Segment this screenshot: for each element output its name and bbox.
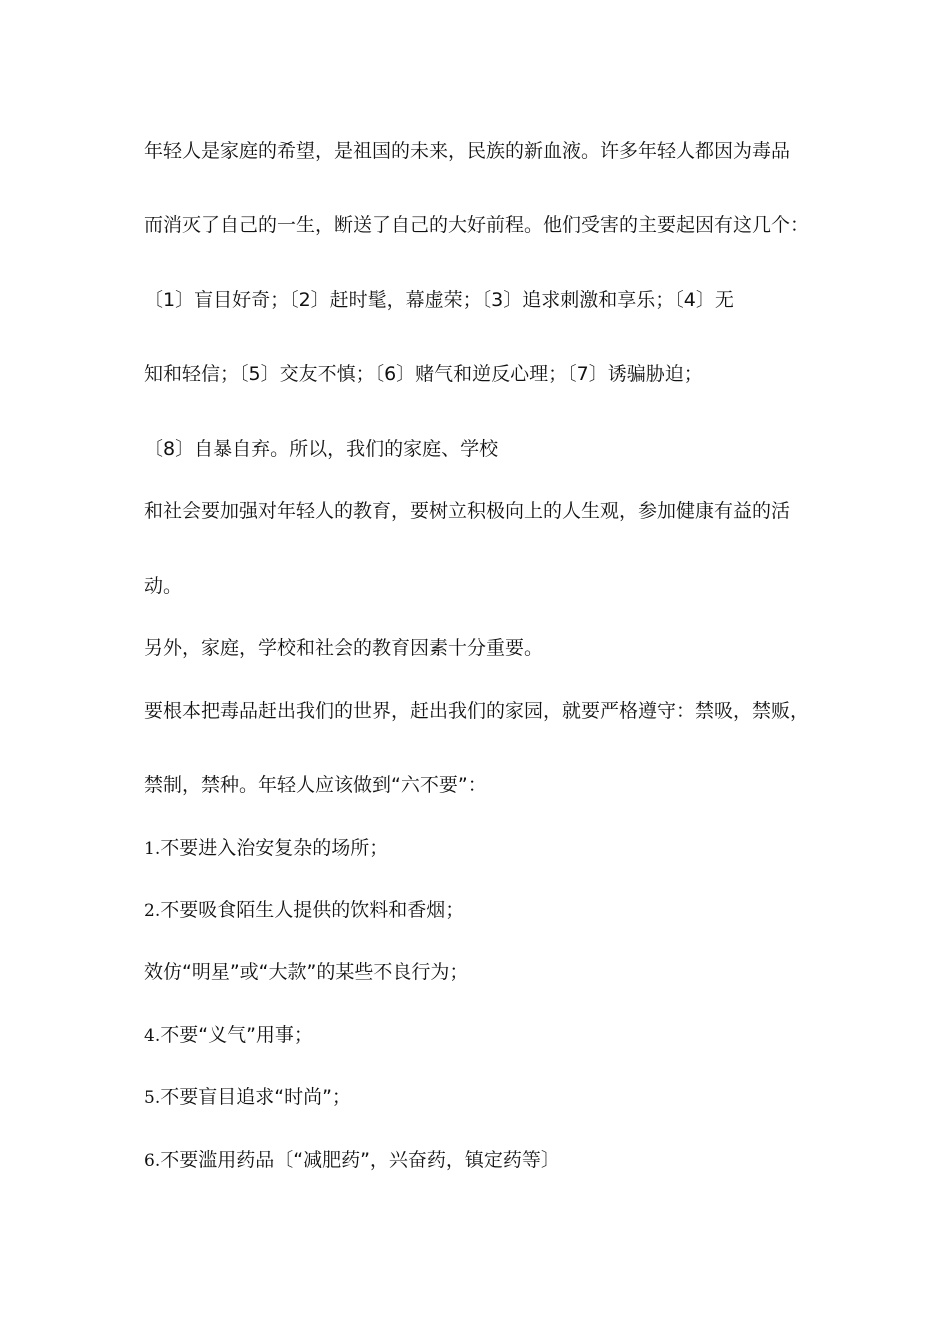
paragraph-line: 知和轻信；〔5〕交友不慎；〔6〕赌气和逆反心理；〔7〕诱骗胁迫； — [144, 363, 703, 385]
paragraph-line: 〔1〕盲目好奇；〔2〕赶时髦，幕虚荣；〔3〕追求刺激和享乐；〔4〕无 — [144, 289, 734, 311]
list-item-text: 不要“义气”用事； — [160, 1024, 313, 1046]
list-item — [144, 1147, 560, 1174]
paragraph-line: 和社会要加强对年轻人的教育，要树立积极向上的人生观，参加健康有益的活 — [144, 500, 791, 522]
list-item — [144, 897, 464, 924]
paragraph-line: 〔8〕自暴自弃。所以，我们的家庭、学校 — [144, 438, 499, 460]
list-item — [144, 959, 468, 986]
list-item-text: 不要进入治安复杂的场所； — [160, 837, 389, 859]
paragraph-line: 年轻人是家庭的希望，是祖国的未来，民族的新血液。许多年轻人都因为毒品 — [144, 140, 791, 162]
list-item — [144, 835, 388, 862]
list-item-number: 6. — [144, 1151, 161, 1171]
paragraph-line: 禁制，禁种。年轻人应该做到“六不要”： — [144, 774, 487, 796]
list-item — [144, 1022, 313, 1049]
paragraph-line: 另外，家庭，学校和社会的教育因素十分重要。 — [144, 637, 544, 659]
list-item-number: 2. — [144, 901, 161, 921]
list-item-number: 4. — [144, 1026, 161, 1046]
paragraph-line: 而消灭了自己的一生，断送了自己的大好前程。他们受害的主要起因有这几个： — [144, 214, 810, 236]
list-item-number: 1. — [144, 839, 161, 859]
list-item-number: 5. — [144, 1088, 161, 1108]
list-item-text: 不要吸食陌生人提供的饮料和香烟； — [160, 899, 465, 921]
paragraph-line: 要根本把毒品赶出我们的世界，赶出我们的家园，就要严格遵守：禁吸，禁贩， — [144, 700, 810, 722]
list-item-text: 不要盲目追求“时尚”； — [160, 1086, 351, 1108]
list-item-text: 效仿“明星”或“大款”的某些不良行为； — [144, 961, 469, 983]
list-item-text: 不要滥用药品〔“减肥药”，兴奋药，镇定药等〕 — [160, 1149, 560, 1171]
list-item — [144, 1084, 351, 1111]
paragraph-line: 动。 — [144, 575, 183, 597]
